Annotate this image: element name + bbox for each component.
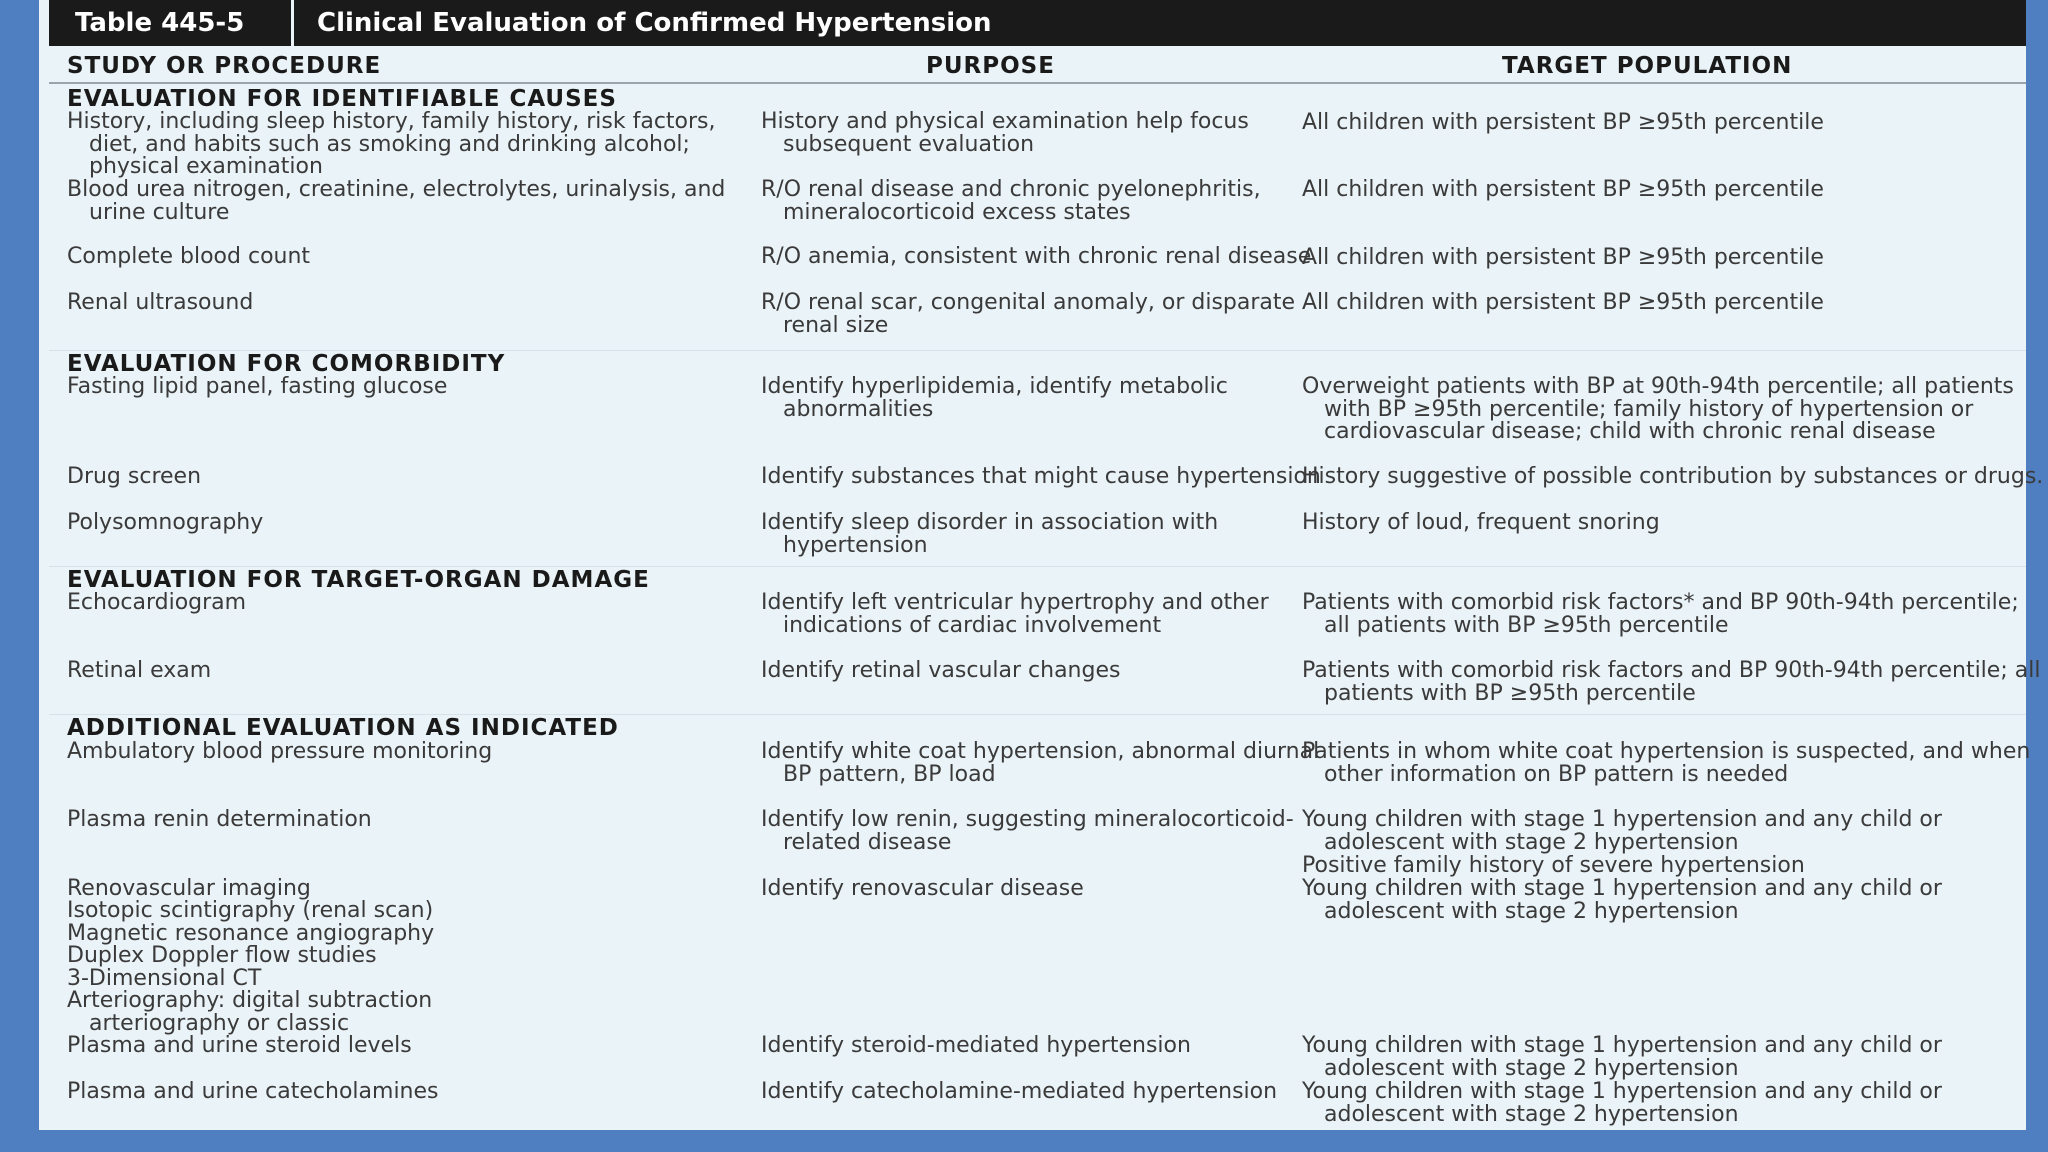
- row-study: Renal ultrasound: [67, 290, 254, 315]
- row-study: Plasma and urine catecholamines: [67, 1079, 439, 1104]
- section-comorbidity: [49, 350, 2044, 564]
- row-study: Drug screen: [67, 464, 202, 489]
- row-study: Complete blood count: [67, 244, 311, 269]
- study-subitem: 3-Dimensional CT: [67, 966, 262, 991]
- row-study: Blood urea nitrogen, creatinine, electrolytes, urinalysis, and urine culture: [67, 177, 726, 225]
- section-identifiable-causes: [49, 86, 2026, 348]
- section-target-organ-damage: [49, 566, 2041, 713]
- row-population: Young children with stage 1 hypertension and any child or adolescent with stage 2 hypertension: [1302, 807, 1942, 855]
- row-population: All children with persistent BP ≥95th percentile: [1302, 110, 1824, 135]
- row-population: Young children with stage 1 hypertension and any child or adolescent with stage 2 hypertension: [1302, 876, 1942, 924]
- row-purpose: Identify retinal vascular changes: [761, 658, 1121, 683]
- row-population: History of loud, frequent snoring: [1302, 510, 1660, 535]
- row-population: Overweight patients with BP at 90th-94th percentile; all patients with BP ≥95th percentile; family history of hypertension or cardiovascular disease; child with chronic renal disease: [1302, 374, 2014, 444]
- row-study: Echocardiogram: [67, 590, 247, 615]
- study-subitem: Arteriography: digital subtraction arteriography or classic: [67, 988, 433, 1036]
- row-population: Young children with stage 1 hypertension and any child or adolescent with stage 2 hypertension: [1302, 1079, 1942, 1127]
- table-number: Table 445-5: [49, 0, 294, 46]
- row-purpose: Identify white coat hypertension, abnormal diurnal BP pattern, BP load: [761, 739, 1320, 787]
- row-study: Plasma renin determination: [67, 807, 372, 832]
- section-title: EVALUATION FOR COMORBIDITY: [67, 351, 506, 377]
- row-purpose: R/O anemia, consistent with chronic renal disease: [761, 244, 1312, 269]
- row-population: All children with persistent BP ≥95th percentile: [1302, 177, 1824, 202]
- row-purpose: R/O renal disease and chronic pyelonephritis, mineralocorticoid excess states: [761, 177, 1261, 225]
- study-subitem: Magnetic resonance angiography: [67, 921, 435, 946]
- row-study: Retinal exam: [67, 658, 212, 683]
- section-title: EVALUATION FOR IDENTIFIABLE CAUSES: [67, 86, 617, 112]
- row-study: Fasting lipid panel, fasting glucose: [67, 374, 448, 399]
- row-population: All children with persistent BP ≥95th percentile: [1302, 245, 1824, 270]
- row-study: Renovascular imaging: [67, 876, 311, 901]
- row-purpose: Identify low renin, suggesting mineralocorticoid-related disease: [761, 807, 1294, 855]
- row-population: All children with persistent BP ≥95th percentile: [1302, 290, 1824, 315]
- row-purpose: Identify hyperlipidemia, identify metabolic abnormalities: [761, 374, 1228, 422]
- row-population: Patients with comorbid risk factors* and BP 90th-94th percentile; all patients with BP ≥95th percentile: [1302, 590, 2019, 638]
- row-purpose: R/O renal scar, congenital anomaly, or disparate renal size: [761, 290, 1296, 338]
- row-population-extra: Positive family history of severe hypertension: [1302, 853, 1805, 878]
- column-headers: [49, 46, 2026, 84]
- row-purpose: Identify substances that might cause hypertension: [761, 464, 1321, 489]
- row-purpose: Identify left ventricular hypertrophy and other indications of cardiac involvement: [761, 590, 1269, 638]
- section-title: EVALUATION FOR TARGET-ORGAN DAMAGE: [67, 567, 650, 593]
- row-purpose: Identify sleep disorder in association with hypertension: [761, 510, 1219, 558]
- study-subitem: Isotopic scintigraphy (renal scan): [67, 898, 434, 923]
- row-population: Young children with stage 1 hypertension and any child or adolescent with stage 2 hypertension: [1302, 1033, 1942, 1081]
- row-population: History suggestive of possible contribution by substances or drugs.: [1302, 464, 2044, 489]
- row-purpose: Identify catecholamine-mediated hypertension: [761, 1079, 1278, 1104]
- section-additional-evaluation: [49, 714, 2031, 1131]
- table-title: Clinical Evaluation of Confirmed Hypertension: [317, 8, 992, 38]
- row-study: Plasma and urine steroid levels: [67, 1033, 412, 1058]
- row-study: History, including sleep history, family history, risk factors, diet, and habits such as smoking and drinking alcohol; physical examination: [67, 109, 716, 179]
- row-study: Polysomnography: [67, 510, 264, 535]
- table-frame: [39, 0, 2044, 1130]
- row-purpose: Identify renovascular disease: [761, 876, 1084, 901]
- header-population: TARGET POPULATION: [1502, 53, 1793, 79]
- section-title: ADDITIONAL EVALUATION AS INDICATED: [67, 715, 619, 741]
- table-title-bar: [49, 0, 2026, 46]
- row-study: Ambulatory blood pressure monitoring: [67, 739, 493, 764]
- row-purpose: History and physical examination help focus subsequent evaluation: [761, 109, 1249, 157]
- row-population: Patients with comorbid risk factors and BP 90th-94th percentile; all patients with BP ≥95th percentile: [1302, 658, 2041, 706]
- row-purpose: Identify steroid-mediated hypertension: [761, 1033, 1191, 1058]
- header-study: STUDY OR PROCEDURE: [67, 53, 382, 79]
- study-subitem: Duplex Doppler flow studies: [67, 943, 377, 968]
- header-purpose: PURPOSE: [926, 53, 1055, 79]
- row-population: Patients in whom white coat hypertension is suspected, and when other information on BP pattern is needed: [1302, 739, 2031, 787]
